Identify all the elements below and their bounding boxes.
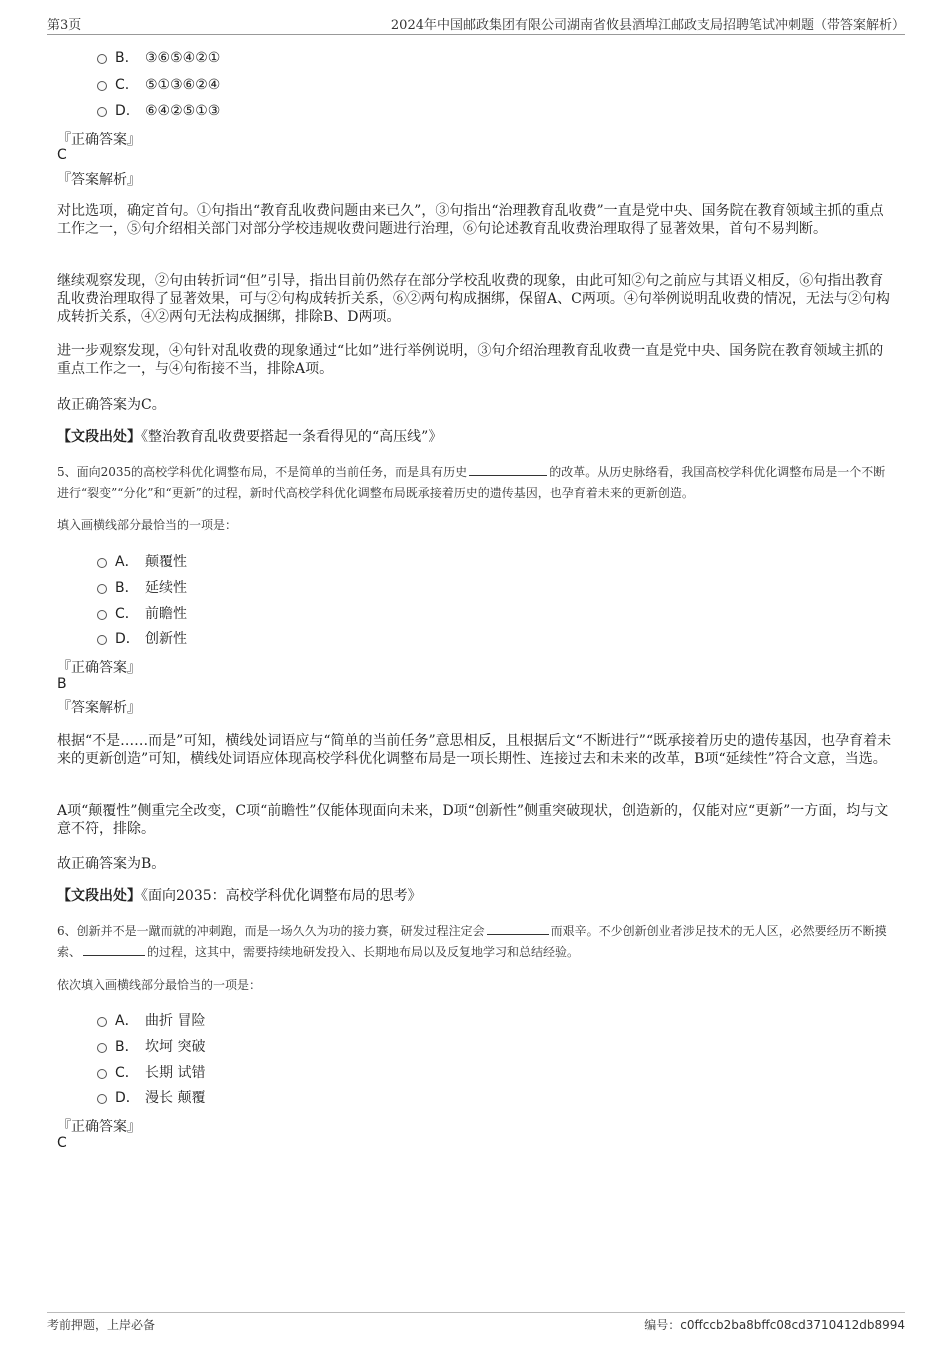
answer-label: 『正确答案』 [57, 1119, 141, 1135]
radio-icon[interactable] [97, 54, 107, 64]
q4-source [57, 428, 897, 446]
q4-option-c[interactable]: C. ⑤①③⑥②④ [97, 76, 220, 94]
radio-icon[interactable] [97, 1094, 107, 1104]
analysis-label: 『答案解析』 [57, 172, 141, 188]
q6-prompt: 依次填入画横线部分最恰当的一项是： [57, 978, 262, 992]
q5-analysis-1: 根据“不是……而是”可知，横线处词语应与“简单的当前任务”意思相反，且根据后文“不断进行”“既承接着历史的遗传基因，也孕育着未来的更新创造”可知，横线处词语应体现高校学科优化调整布局是一项长期性、连接过去和未来的改革，B项“延续性”符合文意，当选。 [57, 733, 892, 767]
q4-option-b[interactable]: B. ③⑥⑤④②① [97, 49, 220, 67]
fill-blank [487, 922, 549, 935]
q4-analysis-3: 进一步观察发现，④句针对乱收费的现象通过“比如”进行举例说明，③句介绍治理教育乱收费一直是党中央、国务院在教育领域主抓的重点工作之一，与④句衔接不当，排除A项。 [57, 343, 884, 377]
fill-blank [83, 943, 145, 956]
analysis-label: 『答案解析』 [57, 700, 141, 716]
page-number: 第3页 [47, 18, 82, 33]
q6-option-c[interactable]: C． 长期 试错 [97, 1064, 205, 1082]
q4-analysis-2: 继续观察发现，②句由转折词“但”引导，指出目前仍然存在部分学校乱收费的现象，由此可知②句之前应与其语义相反，⑥句指出教育乱收费治理取得了显著效果，可与②句构成转折关系，⑥②两句构成捆绑，保留A、C两项。④句举例说明乱收费的情况，无法与②句构成转折关系，④②两句无法构成捆绑，排除B、D两项。 [57, 273, 890, 325]
q5-option-b[interactable]: B． 延续性 [97, 579, 187, 597]
q5-conclusion: 故正确答案为B。 [57, 856, 166, 872]
radio-icon[interactable] [97, 107, 107, 117]
q4-analysis-1: 对比选项，确定首句。①句指出“教育乱收费问题由来已久”，③句指出“治理教育乱收费”一直是党中央、国务院在教育领域主抓的重点工作之一，⑤句介绍相关部门对部分学校违规收费问题进行治理，⑥句论述教育乱收费治理取得了显著效果，首句不易判断。 [57, 203, 884, 237]
fill-blank [469, 463, 547, 476]
radio-icon[interactable] [97, 1017, 107, 1027]
source-title: 《整治教育乱收费要搭起一条看得见的“高压线”》 [141, 429, 443, 445]
answer-label: 『正确答案』 [57, 660, 141, 676]
q6-option-d[interactable]: D． 漫长 颠覆 [97, 1089, 205, 1107]
document-title: 2024年中国邮政集团有限公司湖南省攸县酒埠江邮政支局招聘笔试冲刺题（带答案解析） [390, 18, 905, 33]
radio-icon[interactable] [97, 558, 107, 568]
document-code: 编号：c0ffccb2ba8bffc08cd3710412db8994 [644, 1318, 905, 1332]
page-header [47, 14, 905, 35]
radio-icon[interactable] [97, 635, 107, 645]
source-label: 【文段出处】 [57, 888, 141, 904]
q5-analysis-2: A项“颠覆性”侧重完全改变，C项“前瞻性”仅能体现面向未来，D项“创新性”侧重突破现状，创造新的，仅能对应“更新”一方面，均与文意不符，排除。 [57, 803, 889, 837]
q5-option-c[interactable]: C． 前瞻性 [97, 605, 187, 623]
q4-answer: C [57, 147, 67, 163]
q5-source [57, 887, 897, 905]
source-label: 【文段出处】 [57, 429, 141, 445]
answer-label: 『正确答案』 [57, 132, 141, 148]
q4-option-d[interactable]: D. ⑥④②⑤①③ [97, 102, 220, 120]
q6-option-b[interactable]: B． 坎坷 突破 [97, 1038, 205, 1056]
radio-icon[interactable] [97, 584, 107, 594]
radio-icon[interactable] [97, 81, 107, 91]
radio-icon[interactable] [97, 1069, 107, 1079]
q5-stem: 5、面向2035的高校学科优化调整布局，不是简单的当前任务，而是具有历史 的改革。从历史脉络看，我国高校学科优化调整布局是一个不断进行“裂变”“分化”和“更新”的过程，新时代高校学科优化调整布局既承接着历史的遗传基因，也孕育着未来的更新创造。 [57, 465, 886, 500]
q4-conclusion: 故正确答案为C。 [57, 397, 166, 413]
source-title: 《面向2035：高校学科优化调整布局的思考》 [141, 888, 422, 904]
q5-option-d[interactable]: D． 创新性 [97, 630, 187, 648]
q6-stem: 6、创新并不是一蹴而就的冲刺跑，而是一场久久为功的接力赛，研发过程注定会 而艰辛。不少创新创业者涉足技术的无人区，必然要经历不断摸索、 的过程，这其中，需要持续地研发投入、长期地布局以及反复地学习和总结经验。 [57, 924, 887, 959]
radio-icon[interactable] [97, 610, 107, 620]
q5-answer: B [57, 676, 67, 692]
q5-option-a[interactable]: A． 颠覆性 [97, 553, 187, 571]
q6-option-a[interactable]: A． 曲折 冒险 [97, 1012, 205, 1030]
q5-prompt: 填入画横线部分最恰当的一项是： [57, 518, 238, 532]
page-footer [47, 1312, 905, 1335]
footer-slogan: 考前押题，上岸必备 [47, 1318, 156, 1332]
q6-answer: C [57, 1135, 67, 1151]
radio-icon[interactable] [97, 1043, 107, 1053]
